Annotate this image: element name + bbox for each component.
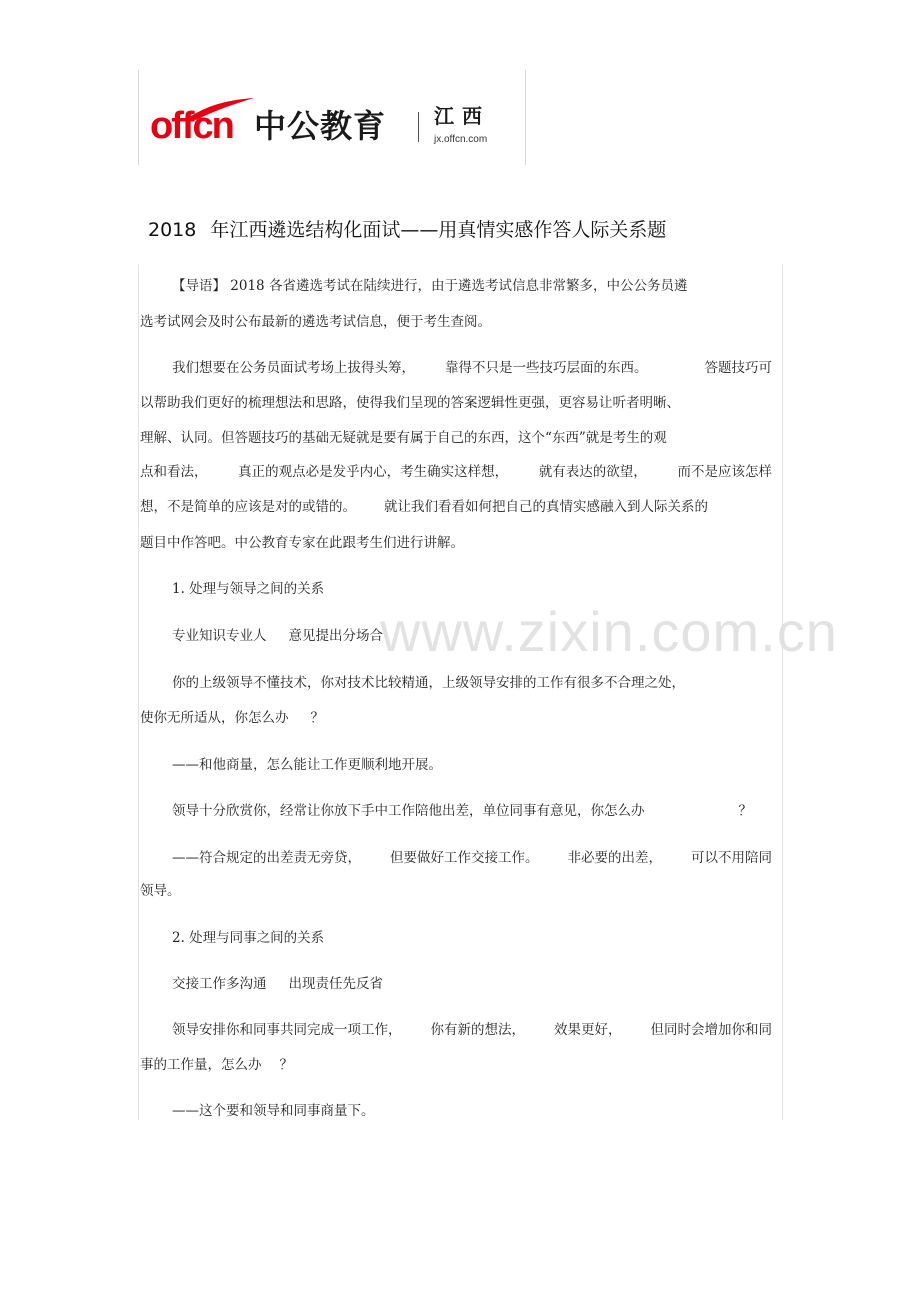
para1-line-3: 理解、认同。但答题技巧的基础无疑就是要有属于自己的东西，这个“东西”就是考生的观 — [140, 430, 667, 446]
intro-line-1: 【导语】 2018 各省遴选考试在陆续进行，由于遴选考试信息非常繁多，中公公务员遴 — [172, 278, 688, 294]
section2-tagline-b: 出现责任先反省 — [288, 976, 383, 992]
para1-l4-a: 点和看法， — [140, 464, 208, 480]
section1-q2-a: 领导十分欣赏你，经常让你放下手中工作陪他出差，单位同事有意见，你怎么办 — [172, 803, 645, 819]
section2-q1-a: 领导安排你和同事共同完成一项工作， — [172, 1022, 402, 1038]
para1-l4-c: 就有表达的欲望， — [538, 464, 647, 480]
section2-q1-l2-b: ？ — [279, 1057, 293, 1073]
para1-l5-b: 就让我们看看如何把自己的真情实感融入到人际关系的 — [384, 499, 708, 515]
para1-l1-b: 靠得不只是一些技巧层面的东西。 — [445, 360, 648, 376]
section1-a2-a: ——符合规定的出差责无旁贷， — [172, 850, 361, 866]
section2-tagline-a: 交接工作多沟通 — [172, 976, 267, 992]
offcn-logo — [150, 96, 510, 156]
section1-a2-line-2: 领导。 — [140, 883, 181, 899]
para1-l1-a: 我们想要在公务员面试考场上拔得头筹， — [172, 360, 415, 376]
section1-tagline-b: 意见提出分场合 — [288, 628, 383, 644]
section2-q1-line-2 — [140, 1056, 293, 1074]
section1-tagline-a: 专业知识专业人 — [172, 628, 267, 644]
para1-l5-a: 想，不是简单的应该是对的或错的。 — [140, 499, 356, 515]
logo-latin: offcn — [150, 105, 233, 147]
section1-a2-line-1 — [172, 849, 772, 867]
section1-q1-line-1: 你的上级领导不懂技术，你对技术比较精通，上级领导安排的工作有很多不合理之处， — [172, 675, 685, 691]
section1-q1-l2-b: ？ — [310, 710, 324, 726]
section1-tagline — [172, 627, 383, 645]
section1-q1-l2-a: 使你无所适从，你怎么办 — [140, 710, 289, 726]
logo-separator — [418, 112, 419, 142]
section2-q1-b: 你有新的想法， — [430, 1022, 525, 1038]
page-title — [148, 217, 788, 243]
section1-a2-b: 但要做好工作交接工作。 — [390, 850, 539, 866]
title-year: 2018 — [148, 219, 197, 241]
para1-line-4 — [140, 463, 772, 481]
section2-q1-line-1 — [172, 1021, 772, 1039]
section1-q2 — [172, 802, 752, 820]
watermark: www.zixin.com.cn — [380, 600, 838, 663]
para1-line-1 — [172, 359, 772, 377]
para1-line-5 — [140, 498, 708, 516]
section2-q1-l2-a: 事的工作量，怎么办 — [140, 1057, 262, 1073]
title-text: 年江西遴选结构化面试——用真情实感作答人际关系题 — [210, 219, 667, 241]
para1-line-6: 题目中作答吧。中公教育专家在此跟考生们进行讲解。 — [140, 535, 464, 551]
section1-q2-b: ？ — [738, 803, 752, 819]
section2-q1-d: 但同时会增加你和同 — [650, 1022, 772, 1038]
logo-domain: jx.offcn.com — [434, 134, 488, 145]
para1-l4-d: 而不是应该怎样 — [677, 464, 772, 480]
section1-a1: ——和他商量，怎么能让工作更顺利地开展。 — [172, 757, 442, 773]
intro-line-2: 选考试网会及时公布最新的遴选考试信息，便于考生查阅。 — [140, 314, 491, 330]
para1-line-2: 以帮助我们更好的梳理想法和思路，使得我们呈现的答案逻辑性更强，更容易让听者明晰、 — [140, 395, 680, 411]
logo-region: 江西 — [434, 104, 490, 128]
logo-chinese: 中公教育 — [254, 107, 387, 145]
section1-a2-c: 非必要的出差， — [567, 850, 662, 866]
section1-heading: 1. 处理与领导之间的关系 — [172, 581, 325, 597]
section1-q1-line-2 — [140, 709, 324, 727]
section2-tagline — [172, 975, 383, 993]
section1-a2-d: 可以不用陪同 — [691, 850, 772, 866]
section2-q1-c: 效果更好， — [554, 1022, 622, 1038]
para1-l4-b: 真正的观点必是发乎内心，考生确实这样想， — [238, 464, 509, 480]
section2-heading: 2. 处理与同事之间的关系 — [172, 930, 325, 946]
section2-a1: ——这个要和领导和同事商量下。 — [172, 1103, 375, 1119]
para1-l1-c: 答题技巧可 — [704, 360, 772, 376]
